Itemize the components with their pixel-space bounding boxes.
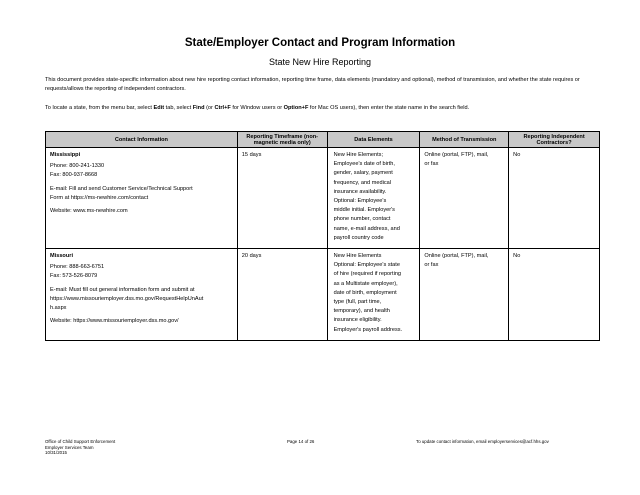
phone-text: Phone: 800-241-1330 [50, 163, 105, 170]
data-elements-line: middle initial. Employer's [333, 207, 395, 214]
data-elements-line: of hire (required if reporting [333, 271, 402, 278]
timeframe-cell: 15 days [237, 148, 327, 249]
table-row [46, 249, 600, 341]
table-row [46, 148, 600, 249]
state-name: Mississippi [50, 152, 81, 158]
contact-cell [46, 249, 238, 341]
data-elements-line: as a Multistate employer), [333, 280, 398, 287]
data-elements-cell [327, 148, 420, 249]
data-elements-line: insurance eligibility. [333, 317, 382, 324]
method-line: or fax [424, 161, 439, 168]
header-reporting-timeframe: Reporting Timeframe (non-magnetic media only) [237, 132, 327, 148]
website-text: Website: www.ms-newhire.com [50, 208, 128, 215]
method-line: or fax [424, 262, 439, 269]
email-text: Form at https://ms-newhire.com/contact [50, 194, 149, 201]
contractors-cell: No [509, 249, 600, 341]
method-line: Online (portal, FTP), mail, [424, 152, 489, 158]
instructions-paragraph: To locate a state, from the menu bar, select Edit tab, select Find (or Ctrl+F for Window users or Option+F for Mac OS users), then enter the state name in the search field. [45, 105, 470, 111]
header-method-of-transmission: Method of Transmission [420, 132, 509, 148]
fax-text: Fax: 573-526-8079 [50, 273, 98, 280]
data-elements-line: date of birth, employment [333, 289, 397, 296]
page-subtitle: State New Hire Reporting [268, 57, 372, 67]
footer-team-name: Employer Services Team [45, 444, 94, 450]
intro-paragraph: This document provides state-specific information about new hire reporting contact information, reporting time frame, data elements (mandatory and optional), method of transmission, and whether the state requires or requests/allows the reporting of independent contractors. [45, 77, 580, 92]
data-elements-line: payroll country code [333, 234, 384, 241]
data-elements-line: Employer's payroll address. [333, 326, 403, 333]
page-title: State/Employer Contact and Program Information [184, 37, 456, 49]
email-text: E-mail: Fill and send Customer Service/Technical Support [50, 185, 193, 192]
header-independent-contractors: Reporting Independent Contractors? [509, 132, 600, 148]
data-elements-line: Optional: Employee's state [333, 262, 400, 269]
contact-cell [46, 148, 238, 249]
table-header-row [46, 132, 600, 148]
data-elements-line: New Hire Elements [333, 253, 382, 259]
data-elements-line: phone number, contact [333, 216, 391, 223]
email-text: E-mail: Must fill out general information form and submit at [50, 286, 195, 293]
footer-date: 10/31/2015 [45, 450, 67, 456]
method-cell [420, 148, 509, 249]
state-info-table [45, 131, 600, 341]
data-elements-line: gender, salary, payment [333, 170, 393, 177]
footer-page-number: Page 14 of 26 [287, 439, 315, 444]
header-data-elements: Data Elements [327, 132, 420, 148]
footer-office-info [45, 439, 115, 456]
data-elements-line: frequency, and medical [333, 179, 391, 186]
data-elements-line: Employee's date of birth, [333, 161, 395, 168]
state-name: Missouri [50, 253, 74, 259]
data-elements-line: New Hire Elements; [333, 152, 384, 158]
data-elements-cell [327, 249, 420, 341]
website-text: Website: https://www.missouriemployer.dss.mo.gov/ [50, 318, 179, 325]
data-elements-line: temporary), and health [333, 308, 390, 315]
data-elements-line: insurance availability. [333, 188, 387, 195]
method-cell [420, 249, 509, 341]
contractors-cell: No [509, 148, 600, 249]
header-contact-information: Contact Information [46, 132, 238, 148]
email-text: https://www.missouriemployer.dss.mo.gov/RequestHelpUnAut [50, 295, 204, 302]
method-line: Online (portal, FTP), mail, [424, 253, 489, 259]
timeframe-cell: 20 days [237, 249, 327, 341]
footer-update-note: To update contact information, email employerservices@acf.hhs.gov [416, 439, 549, 444]
email-text: h.aspx [50, 305, 67, 312]
fax-text: Fax: 800-937-8668 [50, 172, 98, 179]
phone-text: Phone: 888-663-6751 [50, 264, 105, 271]
data-elements-line: type (full, part time, [333, 299, 382, 306]
data-elements-line: name, e-mail address, and [333, 225, 400, 232]
footer-office-name: Office of Child Support Enforcement [45, 439, 116, 444]
data-elements-line: Optional: Employee's [333, 198, 387, 205]
